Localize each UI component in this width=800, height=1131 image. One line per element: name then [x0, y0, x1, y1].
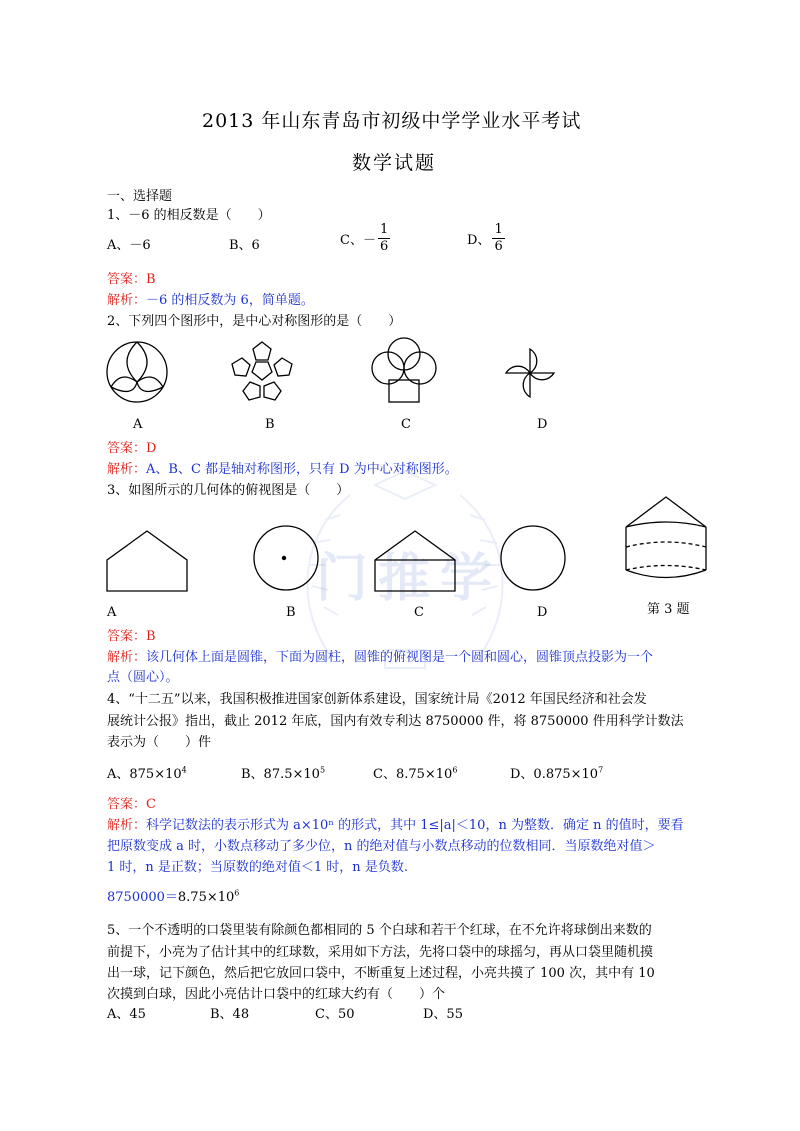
q1-option-d-numerator: 1 — [494, 222, 503, 237]
q1-option-c — [340, 222, 390, 255]
q3-figure-d — [499, 524, 567, 592]
page-subtitle: 数学试题 — [352, 152, 437, 174]
q4-option-a-exp: 4 — [181, 765, 187, 775]
q3-answer: 答案：B — [107, 629, 156, 644]
q3-label-a: A — [107, 605, 117, 620]
q3-stem: 3、如图所示的几何体的俯视图是（ ） — [107, 483, 350, 498]
q4-result — [107, 886, 239, 905]
q4-stem-line2: 展统计公报》指出，截止 2012 年底，国内有效专利达 8750000 件，将 8750000 件用科学计数法 — [107, 714, 684, 729]
q2-figure-b — [230, 340, 294, 402]
q3-figure-b — [252, 524, 320, 592]
q4-analysis-label: 解析： — [107, 818, 147, 833]
q5-option-b: B、48 — [210, 1007, 250, 1022]
q1-option-d-denominator: 6 — [494, 239, 503, 254]
q1-stem: 1、－6 的相反数是（ ） — [107, 208, 271, 223]
q2-figure-a — [105, 340, 169, 404]
q4-stem-line1: 4、“十二五”以来，我国积极推进国家创新体系建设，国家统计局《2012 年国民经济和社会发 — [107, 692, 647, 707]
q1-option-a: A、－6 — [107, 238, 151, 253]
q2-figure-d — [502, 345, 558, 401]
q4-option-c-exp: 6 — [452, 765, 458, 775]
q2-stem: 2、下列四个图形中，是中心对称图形的是（ ） — [107, 314, 402, 329]
q4-option-a — [107, 763, 187, 782]
q4-answer: 答案：C — [107, 797, 156, 812]
q3-solid-figure — [622, 495, 710, 593]
q4-result-base: 8.75×10 — [177, 890, 235, 905]
q3-label-b: B — [286, 605, 296, 620]
q2-figure-c — [366, 336, 442, 406]
q1-option-d-prefix: D、 — [467, 233, 491, 248]
q1-option-d — [467, 222, 505, 255]
q4-analysis-line1 — [107, 814, 684, 833]
q4-option-b-exp: 5 — [319, 765, 326, 775]
q5-stem-line4: 次摸到白球，因此小亮估计口袋中的红球大约有（ ）个 — [107, 987, 446, 1002]
q3-figure-caption: 第 3 题 — [647, 602, 690, 617]
q3-label-d: D — [537, 605, 548, 620]
q4-option-d — [510, 763, 603, 782]
q2-answer: 答案：D — [107, 441, 157, 456]
q4-option-b-base: B、87.5×10 — [241, 767, 320, 782]
q3-analysis-text-1: 该几何体上面是圆锥，下面为圆柱，圆锥的俯视图是一个圆和圆心，圆锥顶点投影为一个 — [146, 650, 654, 665]
q3-analysis-line2: 点（圆心）。 — [107, 670, 179, 685]
q4-result-prefix: 8750000＝ — [107, 890, 178, 905]
q3-analysis-label: 解析： — [107, 650, 147, 665]
q1-option-c-prefix: C、－ — [340, 233, 376, 248]
q2-label-b: B — [265, 417, 275, 432]
q4-stem-line3: 表示为（ ）件 — [107, 735, 212, 750]
q3-figure-a — [106, 530, 188, 592]
q2-label-d: D — [537, 417, 548, 432]
q4-option-c — [373, 763, 457, 782]
q3-figure-c — [374, 530, 456, 592]
q2-analysis-label: 解析： — [107, 462, 147, 477]
q1-analysis-label: 解析： — [107, 293, 147, 308]
q4-option-d-exp: 7 — [598, 765, 604, 775]
q4-option-d-base: D、0.875×10 — [510, 767, 599, 782]
q2-analysis-text: A、B、C 都是轴对称图形，只有 D 为中心对称图形。 — [146, 462, 458, 477]
q5-stem-line2: 前提下，小亮为了估计其中的红球数，采用如下方法，先将口袋中的球摇匀，再从口袋里随机摸 — [107, 945, 654, 960]
q1-option-c-numerator: 1 — [379, 222, 389, 237]
watermark-text: 门推学 — [316, 549, 503, 609]
q1-option-c-denominator: 6 — [379, 239, 389, 254]
q4-option-b — [241, 763, 325, 782]
q5-option-d: D、55 — [423, 1007, 463, 1022]
q2-label-c: C — [401, 417, 411, 432]
q4-option-c-base: C、8.75×10 — [373, 767, 453, 782]
q5-stem-line3: 出一球，记下颜色，然后把它放回口袋中，不断重复上述过程，小亮共摸了 100 次，其中有 10 — [107, 966, 655, 981]
q1-option-c-fraction — [378, 222, 390, 255]
q2-analysis — [107, 458, 458, 477]
q4-analysis-line2: 把原数变成 a 时，小数点移动了多少位，n 的绝对值与小数点移动的位数相同．当原数绝对值＞ — [107, 839, 656, 854]
q5-option-a: A、45 — [107, 1007, 146, 1022]
q4-option-a-base: A、875×10 — [107, 767, 182, 782]
page-title: 2013 年山东青岛市初级中学学业水平考试 — [202, 110, 582, 132]
q4-analysis-line3: 1 时，n 是正数；当原数的绝对值＜1 时，n 是负数. — [107, 860, 408, 875]
q1-option-d-fraction — [492, 222, 504, 255]
q3-label-c: C — [414, 605, 424, 620]
q5-option-c: C、50 — [315, 1007, 355, 1022]
section-heading: 一、选择题 — [107, 189, 173, 204]
q5-stem-line1: 5、一个不透明的口袋里装有除颜色都相同的 5 个白球和若干个红球，在不允许将球倒出来数的 — [107, 923, 652, 938]
q2-label-a: A — [133, 417, 143, 432]
q1-analysis-text: －6 的相反数为 6，简单题。 — [146, 293, 314, 308]
q1-answer: 答案：B — [107, 272, 156, 287]
q4-result-exp: 6 — [234, 888, 240, 898]
q4-analysis-text-1: 科学记数法的表示形式为 a×10ⁿ 的形式，其中 1≤|a|＜10，n 为整数．确定 n 的值时，要看 — [146, 818, 684, 833]
q1-option-b: B、6 — [229, 238, 260, 253]
q1-analysis — [107, 289, 314, 308]
q3-analysis-line1 — [107, 646, 653, 665]
